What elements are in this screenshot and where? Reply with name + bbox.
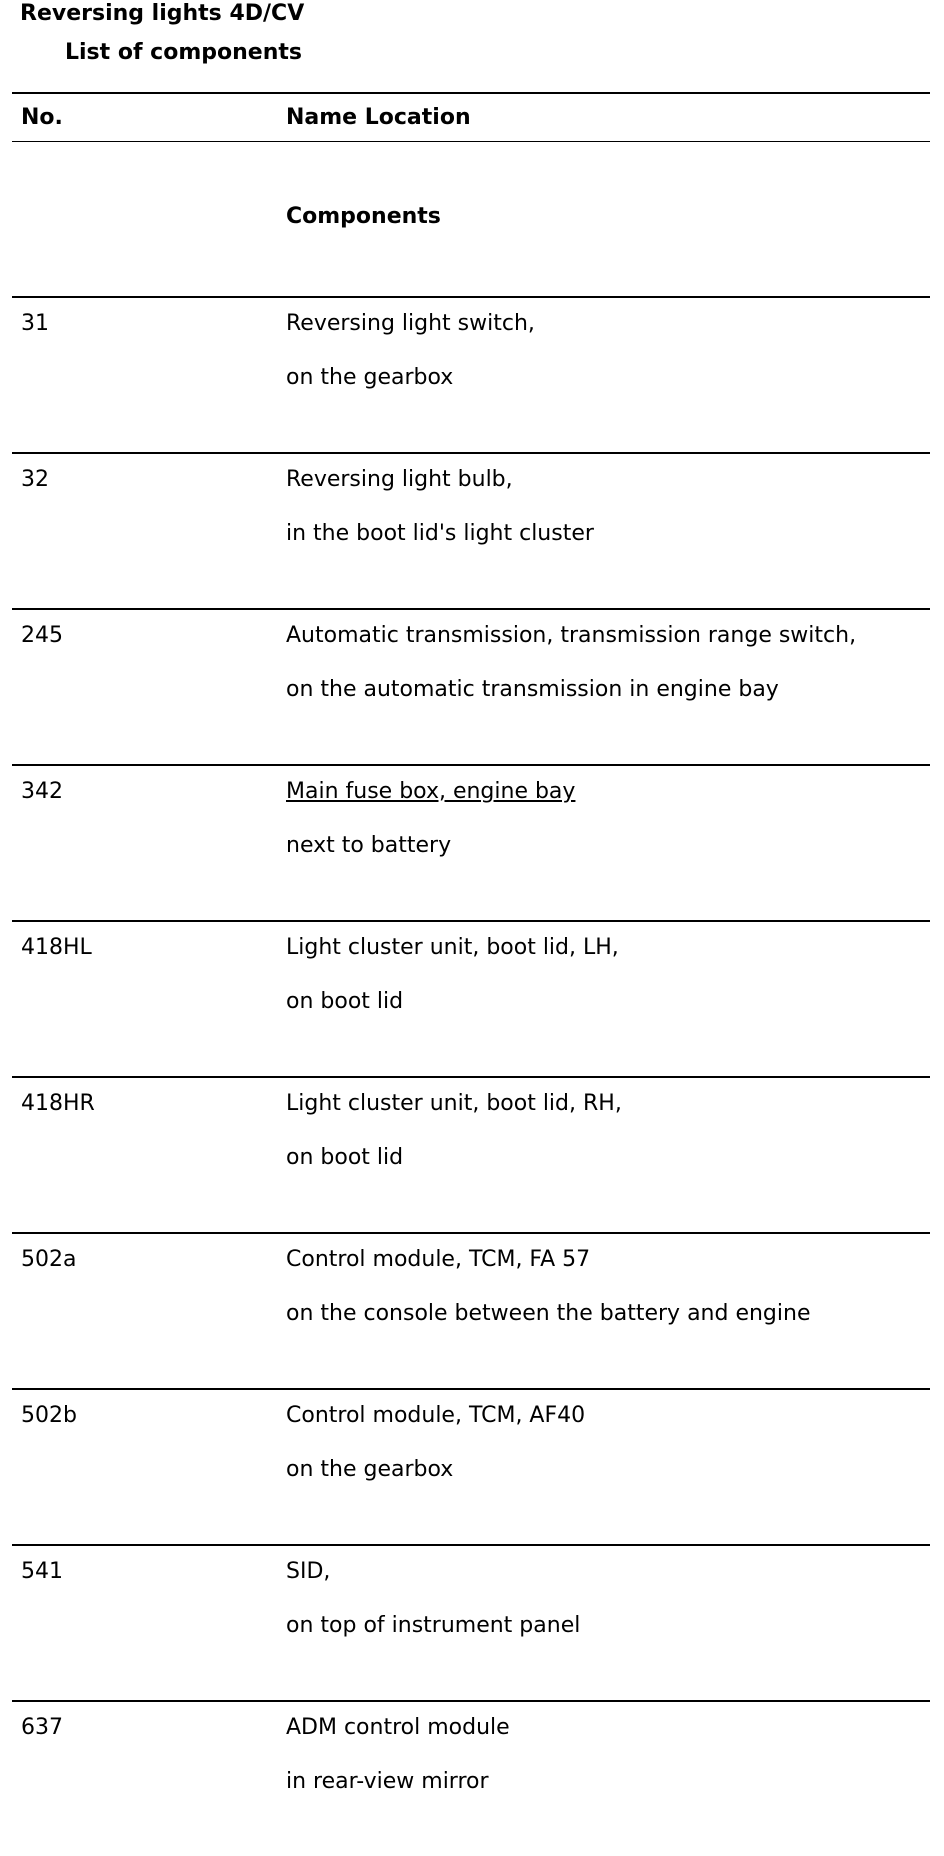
table-row [12,1234,930,1390]
row-number: 342 [21,779,63,804]
row-location: on the gearbox [286,365,454,390]
table-row [12,1390,930,1546]
row-name: Light cluster unit, boot lid, RH, [286,1091,622,1116]
row-number: 32 [21,467,49,492]
row-location: on boot lid [286,1145,404,1170]
header-name-location: Name Location [286,105,471,130]
row-name: Control module, TCM, AF40 [286,1403,586,1428]
page-subtitle: List of components [65,40,302,65]
components-table [12,92,930,1856]
table-row [12,1702,930,1856]
row-number: 502a [21,1247,77,1272]
row-number: 541 [21,1559,63,1584]
table-row [12,298,930,454]
row-name: SID, [286,1559,331,1584]
row-name: ADM control module [286,1715,510,1740]
row-location: in the boot lid's light cluster [286,521,594,546]
section-row [12,142,930,298]
row-number: 31 [21,311,49,336]
row-name: Reversing light switch, [286,311,535,336]
page-title: Reversing lights 4D/CV [20,1,305,26]
row-number: 637 [21,1715,63,1740]
row-number: 502b [21,1403,77,1428]
row-name: Control module, TCM, FA 57 [286,1247,591,1272]
main-fuse-box-link[interactable]: Main fuse box, engine bay [286,779,576,804]
section-label: Components [286,204,441,229]
row-location: on the automatic transmission in engine bay [286,677,779,702]
row-location: on top of instrument panel [286,1613,581,1638]
table-row [12,766,930,922]
table-row [12,454,930,610]
row-number: 418HR [21,1091,95,1116]
header-no: No. [21,105,63,130]
row-name: Reversing light bulb, [286,467,513,492]
table-header [12,92,930,142]
row-location: on the console between the battery and engine [286,1301,811,1326]
row-location: on the gearbox [286,1457,454,1482]
table-row [12,1546,930,1702]
table-row [12,1078,930,1234]
row-name: Light cluster unit, boot lid, LH, [286,935,619,960]
row-location: next to battery [286,833,452,858]
row-number: 418HL [21,935,92,960]
table-row [12,922,930,1078]
row-location: on boot lid [286,989,404,1014]
row-number: 245 [21,623,63,648]
table-row [12,610,930,766]
row-location: in rear-view mirror [286,1769,489,1794]
row-name: Automatic transmission, transmission range switch, [286,623,857,648]
